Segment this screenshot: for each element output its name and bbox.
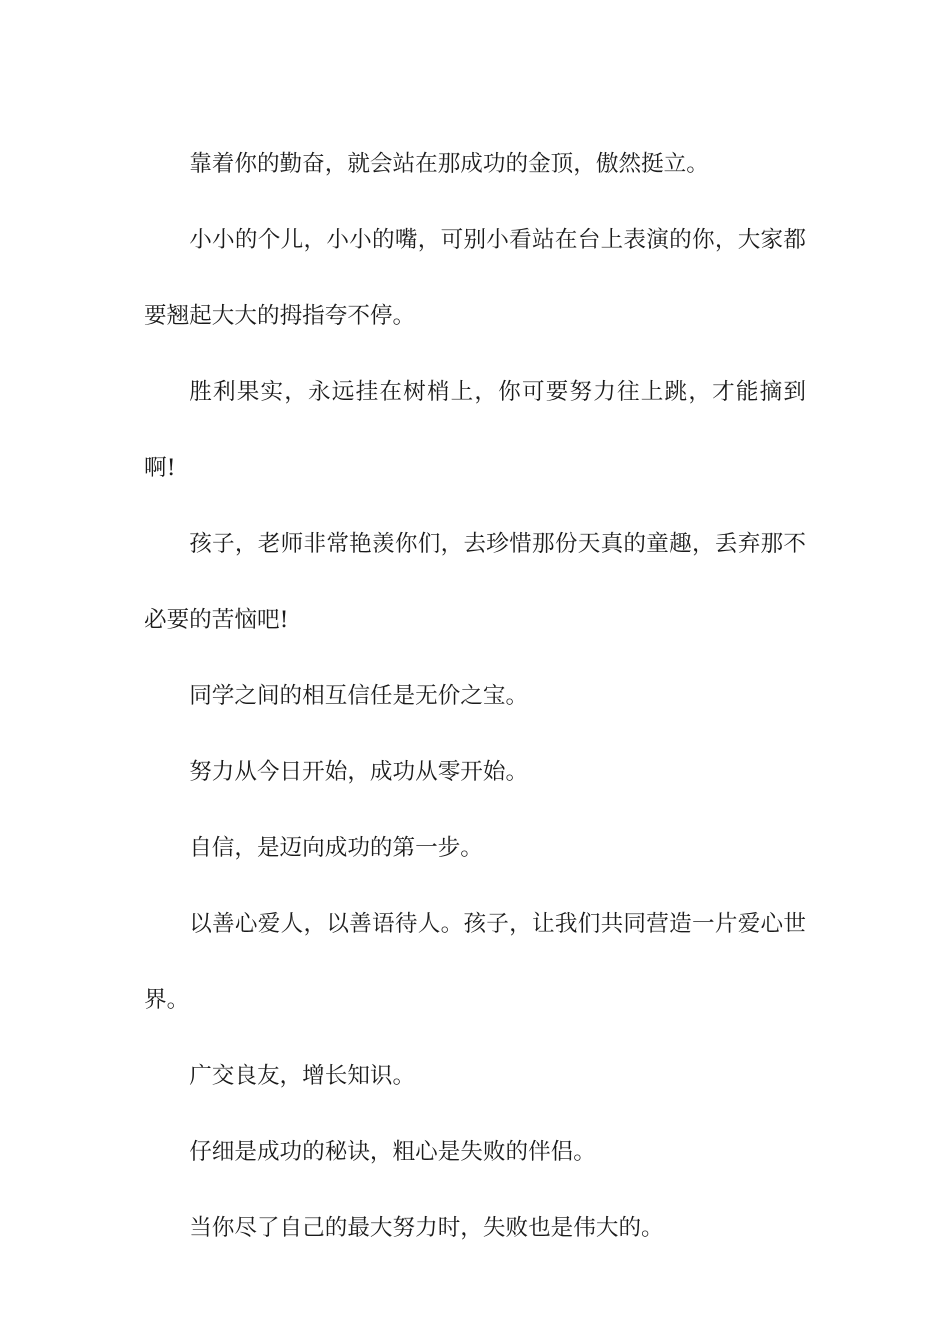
paragraph: 同学之间的相互信任是无价之宝。 — [189, 683, 529, 709]
paragraph: 当你尽了自己的最大努力时，失败也是伟大的。 — [189, 1215, 664, 1241]
paragraph: 胜利果实，永远挂在树梢上，你可要努力往上跳，才能摘到啊! — [144, 379, 806, 481]
document-body — [144, 126, 806, 1266]
paragraph: 以善心爱人，以善语待人。孩子，让我们共同营造一片爱心世界。 — [144, 911, 806, 1013]
paragraph: 广交良友，增长知识。 — [189, 1063, 416, 1089]
paragraph: 小小的个儿，小小的嘴，可别小看站在台上表演的你，大家都要翘起大大的拇指夸不停。 — [144, 227, 806, 329]
paragraph: 靠着你的勤奋，就会站在那成功的金顶，傲然挺立。 — [189, 151, 709, 177]
paragraph: 自信，是迈向成功的第一步。 — [189, 835, 483, 861]
paragraph: 努力从今日开始，成功从零开始。 — [189, 759, 529, 785]
paragraph: 仔细是成功的秘诀，粗心是失败的伴侣。 — [189, 1139, 596, 1165]
paragraph: 孩子，老师非常艳羡你们，去珍惜那份天真的童趣，丢弃那不必要的苦恼吧! — [144, 531, 806, 633]
